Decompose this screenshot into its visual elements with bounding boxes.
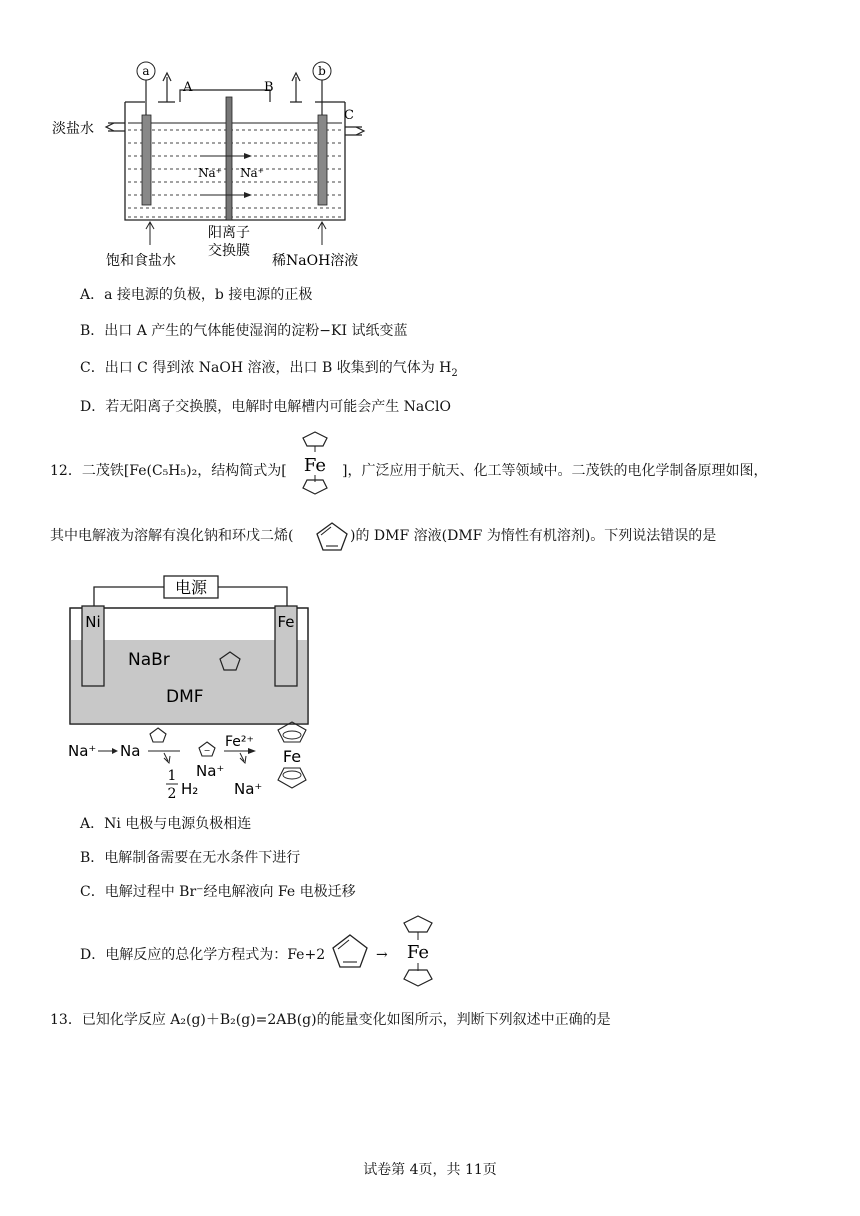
scheme-half-num: 1 [167,768,177,784]
q11-option-c-subscript: 2 [451,367,458,379]
q12-stem-line2-part2: )的 DMF 溶液(DMF 为惰性有机溶剂)。下列说法错误的是 [350,528,717,544]
membrane-label-2: 交换膜 [208,243,250,259]
ferrocene-fe-label: Fe [303,455,327,476]
outlet-c-label: C [344,108,354,123]
left-outlet-label: 淡盐水 [52,121,94,137]
option-d-arrow: → [376,947,388,963]
q12-stem-part2: ]，广泛应用于航天、化工等领域中。二茂铁的电化学制备原理如图， [342,463,768,479]
q12-option-d-prefix: D．电解反应的总化学方程式为：Fe+2 [80,947,326,963]
cyclopentadiene-icon [312,520,352,554]
option-d-ferrocene-icon [390,912,446,992]
scheme-fe2: Fe²⁺ [225,734,254,750]
ion-left-label: Na⁺ [198,166,222,180]
scheme-na: Na [120,742,141,760]
q11-option-b: B．出口 A 产生的气体能使湿润的淀粉−KI 试纸变蓝 [80,323,408,339]
membrane-label-1: 阳离子 [208,225,250,241]
ferrocene-structure-icon [290,428,340,498]
inlet-left-label: 饱和食盐水 [106,253,176,269]
electrolysis-cell-diagram [40,55,380,275]
page-footer: 试卷第 4页，共 11页 [363,1162,497,1178]
q12-stem-part1: 12．二茂铁[Fe(C₅H₅)₂，结构简式为[ [50,463,287,479]
q13-stem: 13．已知化学反应 A₂(g)＋B₂(g)=2AB(g)的能量变化如图所示，判断下列叙述中正确的是 [50,1012,611,1028]
outlet-b-label: B [264,80,274,95]
q12-option-a: A．Ni 电极与电源负极相连 [80,816,252,832]
fe-electrode-label: Fe [277,613,295,631]
outlet-a-label: A [183,80,193,95]
inlet-right-label: 稀NaOH溶液 [272,253,359,269]
electrode-b-label: b [318,64,326,78]
option-d-cyclopentadiene-icon [328,932,372,972]
electrode-a-label: a [142,64,150,78]
dmf-label: DMF [166,687,204,707]
option-d-fe-label: Fe [406,942,430,963]
power-source-label: 电源 [174,578,208,597]
scheme-na-ion2: Na⁺ [196,762,225,780]
nabr-label: NaBr [128,650,170,670]
q11-option-c [80,358,458,384]
q11-option-c-text: C．出口 C 得到浓 NaOH 溶液，出口 B 收集到的气体为 H [80,360,452,376]
scheme-fe: Fe [282,747,302,766]
q12-option-c: C．电解过程中 Br⁻经电解液向 Fe 电极迁移 [80,884,356,900]
q12-option-b: B．电解制备需要在无水条件下进行 [80,850,301,866]
q12-stem-line2-part1: 其中电解液为溶解有溴化钠和环戊二烯( [50,528,294,544]
scheme-h2: H₂ [181,780,199,798]
q11-option-a: A．a 接电源的负极，b 接电源的正极 [80,287,313,303]
scheme-na-ion3: Na⁺ [234,780,263,798]
scheme-na-ion: Na⁺ [68,742,97,760]
ion-right-label: Na⁺ [240,166,264,180]
ni-electrode-label: Ni [85,613,101,631]
q11-option-d: D．若无阳离子交换膜，电解时电解槽内可能会产生 NaClO [80,399,451,415]
scheme-half-den: 2 [167,786,177,802]
ferrocene-electrolysis-diagram [60,570,340,810]
svg-text:−: − [203,746,211,755]
